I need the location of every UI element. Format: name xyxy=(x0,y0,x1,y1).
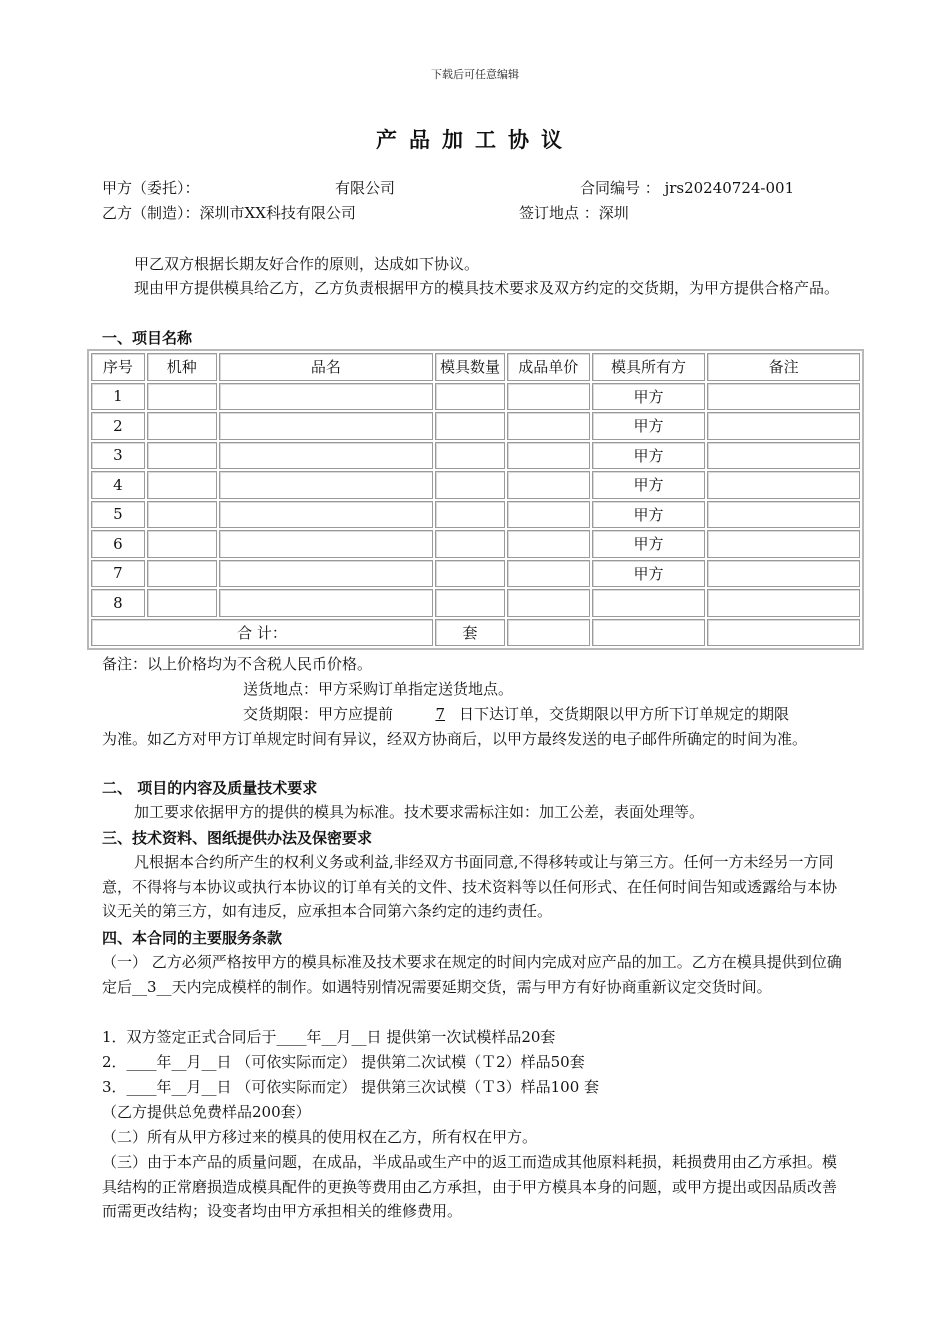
table-cell xyxy=(219,442,433,470)
table-cell xyxy=(507,589,590,617)
table-cell xyxy=(507,501,590,529)
table-cell: 甲方 xyxy=(592,471,706,499)
table-cell xyxy=(707,442,860,470)
table-cell xyxy=(219,589,433,617)
section-2-title: 二、 项目的内容及质量技术要求 xyxy=(102,779,318,797)
table-row xyxy=(91,471,860,499)
total-unit: 套 xyxy=(435,619,505,647)
delivery-days: 7 xyxy=(435,705,446,723)
table-cell xyxy=(707,619,860,647)
clause-1-days: __3__ xyxy=(132,977,172,996)
contract-no-value: jrs20240724-001 xyxy=(664,179,795,197)
table-cell xyxy=(507,412,590,440)
table-cell xyxy=(435,530,505,558)
table-row xyxy=(91,442,860,470)
sign-place-label: 签订地点 ： xyxy=(519,204,599,222)
table-cell: 4 xyxy=(91,471,145,499)
intro-paragraph-2: 现由甲方提供模具给乙方，乙方负责根据甲方的模具技术要求及双方约定的交货期，为甲方提供合格产品。 xyxy=(134,279,840,297)
party-b-label: 乙方（制造）： xyxy=(102,204,200,222)
table-cell: 8 xyxy=(91,589,145,617)
clause-1-pre: （一） 乙方必须严格按甲方的模具标准及技术要求在规定的时间内完成对应产品的加工。乙方在模具提供到位确定后 xyxy=(102,953,842,996)
table-cell: 1 xyxy=(91,383,145,411)
party-b xyxy=(102,201,356,225)
header-cell: 模具数量 xyxy=(435,353,505,381)
total-label: 合 计： xyxy=(91,619,433,647)
table-cell xyxy=(435,589,505,617)
delivery-place: 送货地点：甲方采购订单指定送货地点。 xyxy=(243,680,514,698)
table-row xyxy=(91,560,860,588)
clause-1-post: 天内完成模样的制作。如遇特别情况需要延期交货，需与甲方有好协商重新议定交货时间。 xyxy=(171,977,772,996)
table-cell xyxy=(219,471,433,499)
section-1-title: 一、项目名称 xyxy=(102,329,193,347)
contract-no xyxy=(580,176,794,200)
table-row xyxy=(91,530,860,558)
table-cell xyxy=(147,412,217,440)
sample-item-3: 3．____年__月__日 （可依实际而定） 提供第三次试模（Ｔ3）样品100 套 xyxy=(102,1078,600,1096)
intro-paragraph-1: 甲乙双方根据长期友好合作的原则，达成如下协议。 xyxy=(134,255,480,273)
table-cell xyxy=(147,442,217,470)
table-cell xyxy=(592,619,706,647)
header-cell: 成品单价 xyxy=(507,353,590,381)
table-cell xyxy=(147,383,217,411)
table-cell xyxy=(707,501,860,529)
sample-item-2: 2．____年__月__日 （可依实际而定） 提供第二次试模（Ｔ2）样品50套 xyxy=(102,1053,585,1071)
table-cell xyxy=(707,560,860,588)
party-a-company-suffix: 有限公司 xyxy=(335,179,396,197)
table-cell: 甲方 xyxy=(592,501,706,529)
contract-no-label: 合同编号 ： xyxy=(580,179,660,197)
document-title: 产品加工协议 xyxy=(376,127,574,152)
sign-place-value: 深圳 xyxy=(598,204,629,222)
table-cell: 甲方 xyxy=(592,412,706,440)
table-cell xyxy=(435,501,505,529)
table-cell xyxy=(507,619,590,647)
items-table xyxy=(87,349,864,650)
table-cell xyxy=(435,442,505,470)
header-cell: 品名 xyxy=(219,353,433,381)
table-cell xyxy=(507,442,590,470)
table-cell xyxy=(435,560,505,588)
clause-2: （二）所有从甲方移过来的模具的使用权在乙方，所有权在甲方。 xyxy=(102,1128,538,1146)
free-samples-note: （乙方提供总免费样品200套） xyxy=(102,1103,311,1121)
sign-place xyxy=(519,201,629,225)
table-cell: 6 xyxy=(91,530,145,558)
table-cell xyxy=(507,471,590,499)
delivery-period-continued: 为准。如乙方对甲方订单规定时间有异议，经双方协商后，以甲方最终发送的电子邮件所确定的时间为准。 xyxy=(102,730,808,748)
table-cell xyxy=(435,412,505,440)
table-row xyxy=(91,383,860,411)
header-cell: 模具所有方 xyxy=(592,353,706,381)
table-cell xyxy=(435,471,505,499)
party-a-label: 甲方（委托）： xyxy=(102,179,200,197)
table-cell xyxy=(707,471,860,499)
section-4-title: 四、本合同的主要服务条款 xyxy=(102,929,283,947)
table-row xyxy=(91,412,860,440)
table-cell xyxy=(592,589,706,617)
table-cell: 甲方 xyxy=(592,530,706,558)
table-cell: 7 xyxy=(91,560,145,588)
header-cell: 机种 xyxy=(147,353,217,381)
table-cell xyxy=(507,383,590,411)
table-cell xyxy=(147,560,217,588)
table-cell xyxy=(147,530,217,558)
party-b-name: 深圳市XX科技有限公司 xyxy=(199,204,356,222)
table-cell xyxy=(707,412,860,440)
table-cell xyxy=(435,383,505,411)
table-cell xyxy=(507,560,590,588)
table-row xyxy=(91,501,860,529)
delivery-period-pre: 交货期限：甲方应提前 xyxy=(243,705,394,723)
price-remark: 备注：以上价格均为不含税人民币价格。 xyxy=(102,655,373,673)
table-cell: 甲方 xyxy=(592,442,706,470)
clause-3: （三）由于本产品的质量问题，在成品，半成品或生产中的返工而造成其他原料耗损，耗损费用由乙方承担。模具结构的正常磨损造成模具配件的更换等费用由乙方承担，由于甲方模具本身的问题，或甲方提出或因品质改善而需更改结构；设变者均由甲方承担相关的维修费用。 xyxy=(102,1153,838,1220)
table-header-row xyxy=(91,353,860,381)
table-cell: 甲方 xyxy=(592,560,706,588)
table-cell: 甲方 xyxy=(592,383,706,411)
section-3-body: 凡根据本合约所产生的权利义务或利益,非经双方书面同意,不得移转或让与第三方。任何一方未经另一方同意，不得将与本协议或执行本协议的订单有关的文件、技术资料等以任何形式、在任何时间告知或透露给与本协议无关的第三方，如有违反，应承担本合同第六条约定的违约责任。 xyxy=(102,853,838,920)
table-cell xyxy=(507,530,590,558)
header-cell: 序号 xyxy=(91,353,145,381)
header-cell: 备注 xyxy=(707,353,860,381)
table-cell xyxy=(147,589,217,617)
sample-item-1: 1．双方签定正式合同后于____年__月__日 提供第一次试模样品20套 xyxy=(102,1028,556,1046)
table-cell xyxy=(219,501,433,529)
delivery-period-post: 日下达订单，交货期限以甲方所下订单规定的期限 xyxy=(459,705,790,723)
header-note: 下载后可任意编辑 xyxy=(431,68,519,81)
table-cell: 3 xyxy=(91,442,145,470)
table-cell xyxy=(707,530,860,558)
table-cell xyxy=(147,471,217,499)
table-cell xyxy=(147,501,217,529)
table-total-row xyxy=(91,619,860,647)
delivery-period xyxy=(243,702,789,726)
table-cell: 2 xyxy=(91,412,145,440)
table-cell xyxy=(707,589,860,617)
table-cell xyxy=(219,560,433,588)
table-cell: 5 xyxy=(91,501,145,529)
table-cell xyxy=(219,530,433,558)
section-2-body: 加工要求依据甲方的提供的模具为标准。技术要求需标注如：加工公差，表面处理等。 xyxy=(134,803,705,821)
table-cell xyxy=(707,383,860,411)
clause-1 xyxy=(102,950,848,999)
table-cell xyxy=(219,383,433,411)
table-row xyxy=(91,589,860,617)
section-3-title: 三、技术资料、图纸提供办法及保密要求 xyxy=(102,829,373,847)
table-cell xyxy=(219,412,433,440)
